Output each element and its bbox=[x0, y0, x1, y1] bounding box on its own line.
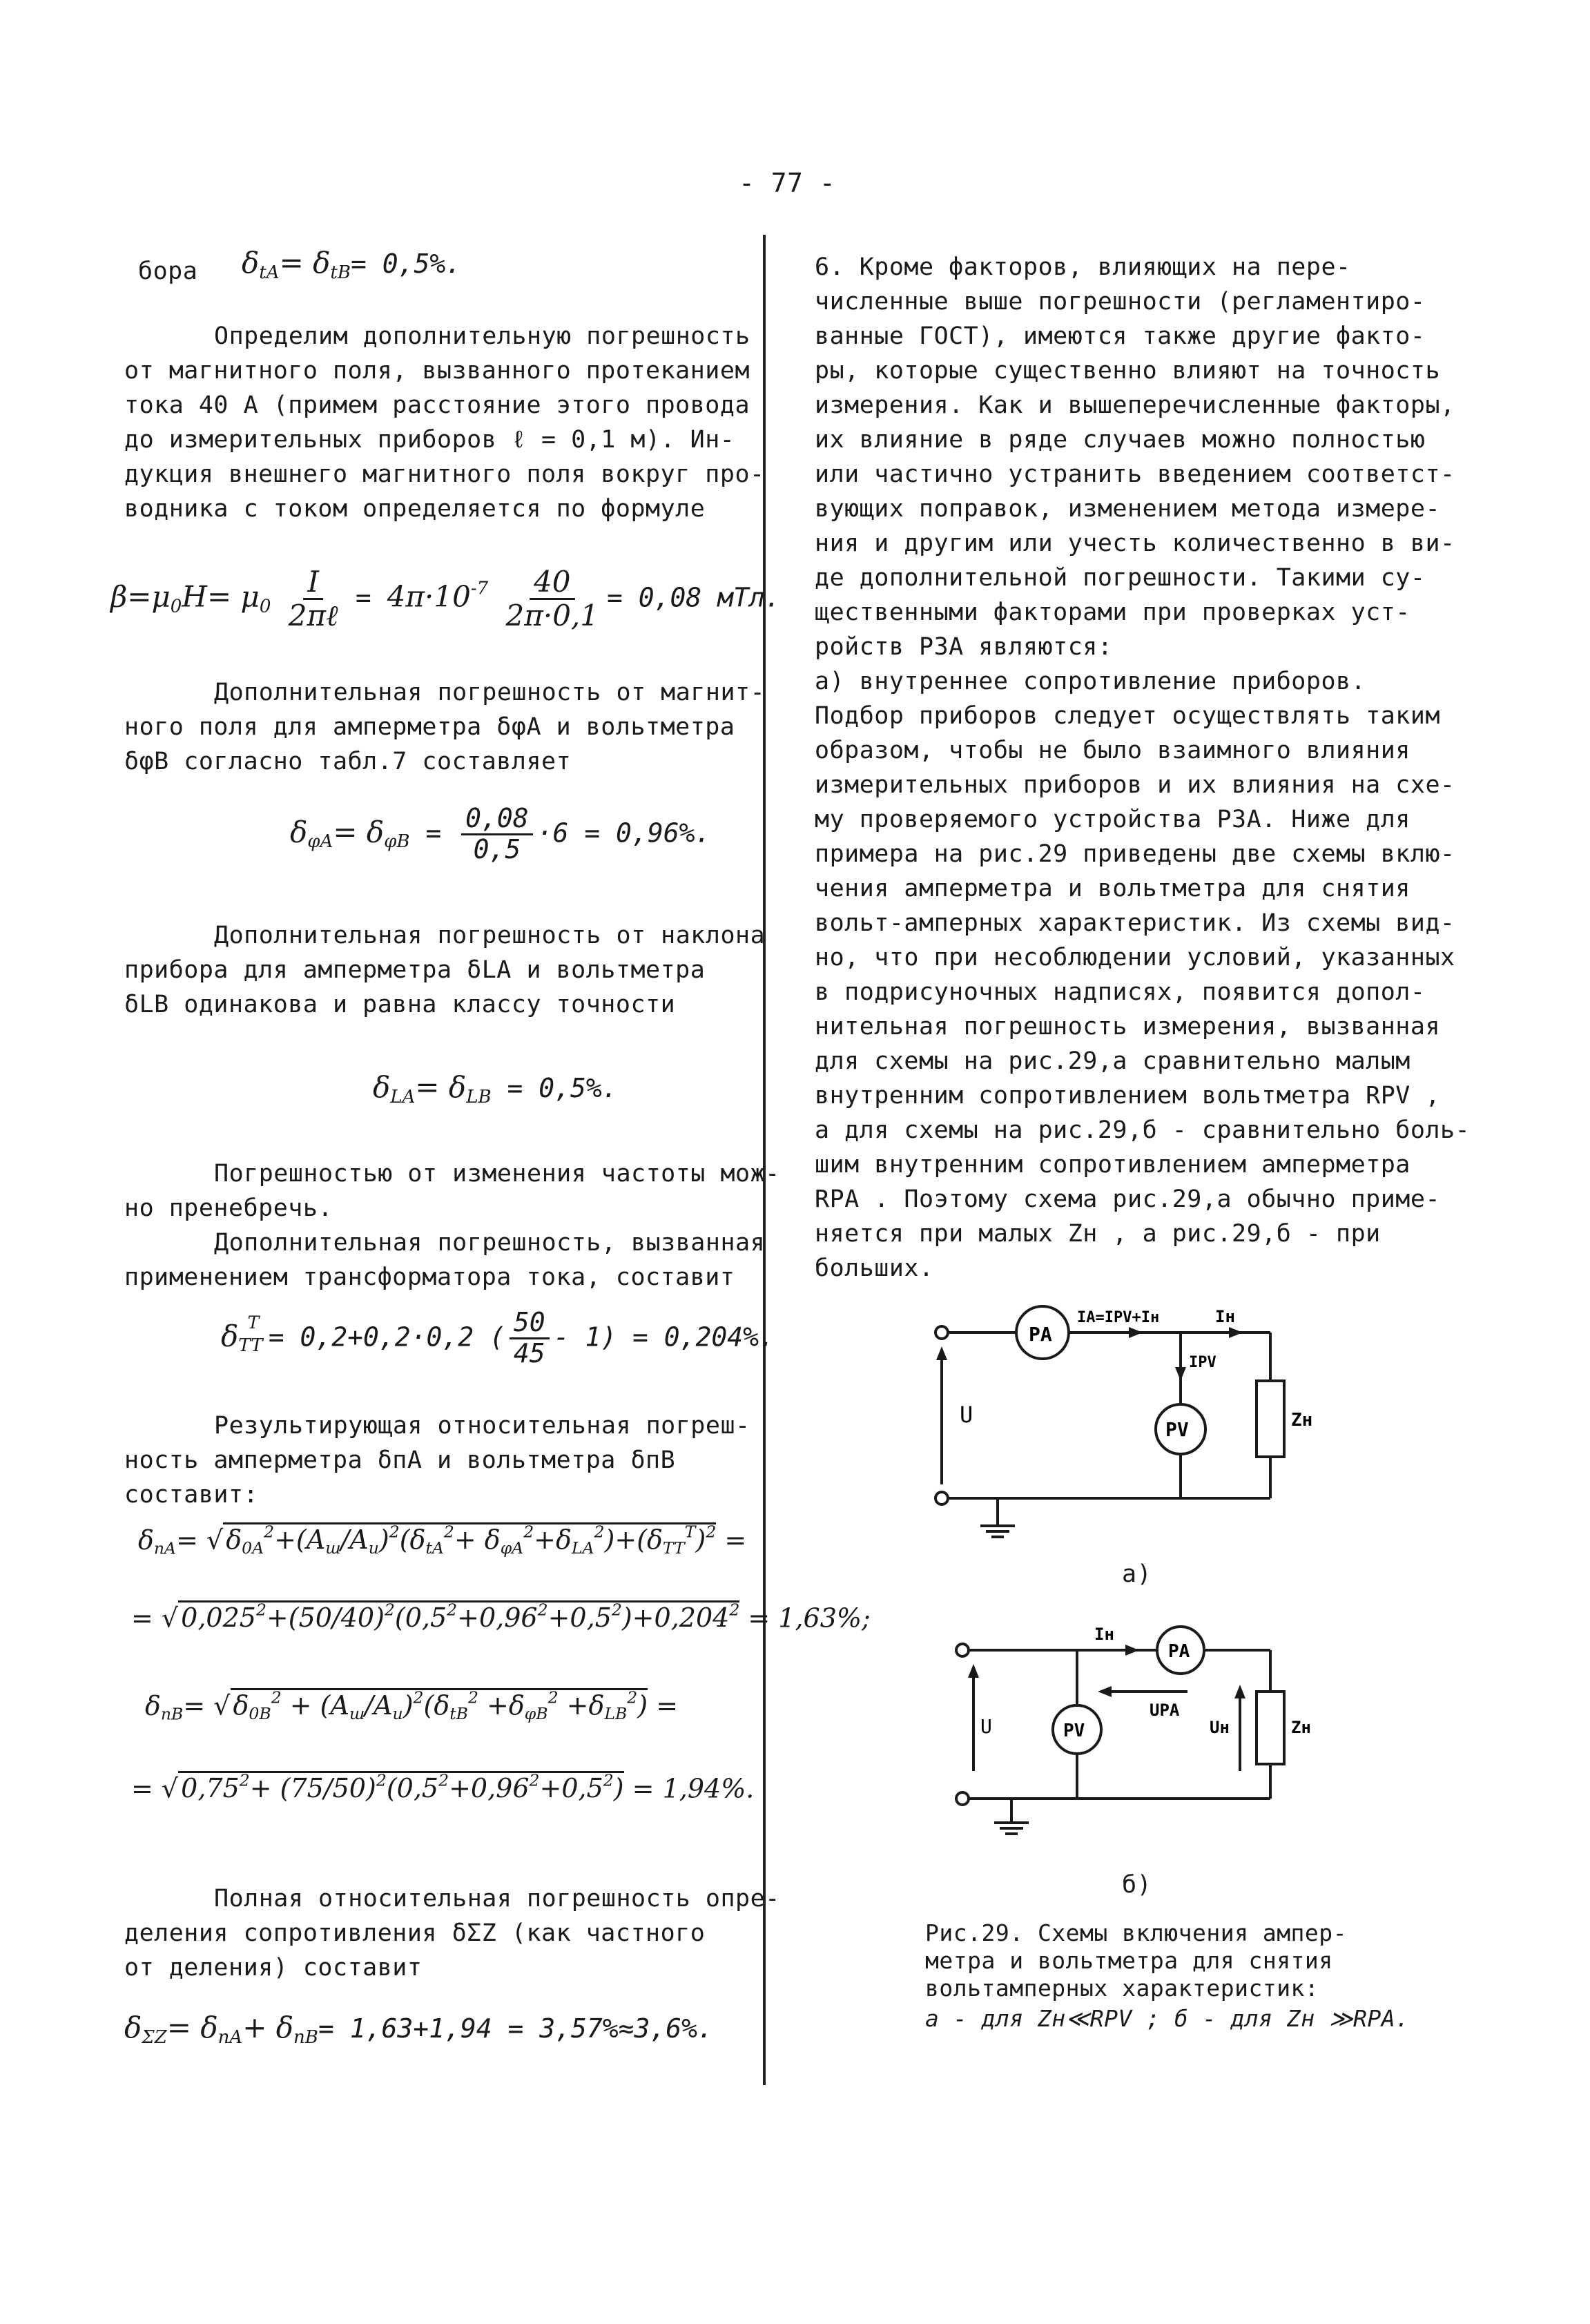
formula-delta-nb-2: = √ $0,75^2+ (75/50)^2(0,5^2+0,96^2+0,5^2) = 1,94\%$. bbox=[131, 1771, 755, 1804]
in-label-b: Iн bbox=[1094, 1625, 1114, 1644]
terminal-bottom-a bbox=[935, 1492, 948, 1504]
formula-delta-phi: $\delta_{\varphi A}= \delta_{\varphi B}$ = $\frac{0,08}{0,5}$ ·6 = 0,96%. bbox=[290, 803, 711, 864]
circuit-diagram-b bbox=[953, 1616, 1312, 1850]
formula-delta-t: $\delta_{tA}= \delta_{tB}= 0,5\%$. bbox=[242, 246, 462, 283]
zn-label-a: Zн bbox=[1291, 1410, 1313, 1431]
paragraph-tilt-error: Дополнительная погрешность от наклона прибора для амперметра δLA и вольтметра δLB одинакова и равна классу точности bbox=[124, 922, 766, 1018]
terminal-bottom-b bbox=[956, 1792, 969, 1805]
formula-delta-na-1: $\delta_{пA}=$ √ $\delta_{0A}^2+(A_ш/A_и)^2(\delta_{tA}^2+ \delta_{\varphi A}^2+\delta_{LA}^2)+(\delta_{TT}^T)^2$ = bbox=[138, 1522, 747, 1558]
formula-delta-tt: $\delta_{TT}^T = 0,2+0,2\cdot 0,2$ ( $\frac{50}{45}$ - 1) = 0,204%. bbox=[221, 1307, 775, 1368]
page-number: - 77 - bbox=[739, 168, 836, 198]
paragraph-field-error: Дополнительная погрешность от магнит- ного поля для амперметра δφA и вольтметра δφB согласно табл.7 составляет bbox=[124, 679, 766, 775]
load-zn-b bbox=[1257, 1692, 1284, 1764]
circuit-diagram-a bbox=[932, 1291, 1319, 1540]
pv-label-a: PV bbox=[1165, 1418, 1189, 1441]
figure-caption: Рис.29. Схемы включения ампер- метра и вольтметра для снятия вольтамперных характеристик: а - для Zн≪RPV ; б - для Zн ≫RPA. bbox=[925, 1919, 1410, 2032]
pv-label-b: PV bbox=[1063, 1721, 1085, 1741]
u-label-a: U bbox=[960, 1402, 973, 1428]
load-zn-a bbox=[1257, 1381, 1284, 1457]
pa-label-b: PA bbox=[1168, 1641, 1190, 1662]
terminal-top-a bbox=[935, 1326, 948, 1339]
paragraph-magnetic: Определим дополнительную погрешность от магнитного поля, вызванного протеканием тока 40 А (примем расстояние этого провода до измерительных приборов ℓ = 0,1 м). Ин- дукция внешнего магнитного поля вокруг про- водника с током определяется по формуле bbox=[124, 322, 765, 523]
paragraph-full-error: Полная относительная погрешность опре- деления сопротивления δΣZ (как частного от деления) составит bbox=[124, 1885, 780, 1982]
un-label: Uн bbox=[1210, 1718, 1230, 1737]
paragraph-frequency: Погрешностью от изменения частоты мож- но пренебречь. Дополнительная погрешность, вызванная применением трансформатора тока, составит bbox=[124, 1160, 780, 1291]
formula-induction: $\beta=\mu_0H= \mu_0$ $\frac{I}{\text{2πℓ}}$ = $4\pi\cdot 10^{-7}$ $\frac{40}{2\pi\cdot 0,1}$ = 0,08 мТл. bbox=[110, 565, 781, 633]
figure-b-label: б) bbox=[1122, 1871, 1152, 1899]
upa-label: UPA bbox=[1150, 1701, 1180, 1720]
formula-delta-sum: $\delta_{\Sigma Z}= \delta_{пA}+ \delta_{пB}= 1,63+1,94 = 3,57\%\approx 3,6\%$. bbox=[124, 2011, 713, 2048]
figure-a-label: а) bbox=[1122, 1560, 1152, 1588]
zn-label-b: Zн bbox=[1291, 1718, 1311, 1737]
paragraph-factors: 6. Кроме факторов, влияющих на пере- численные выше погрешности (регламентиро- ванные ГОСТ), имеются также другие факто- ры, которые существенно влияют на точность измерения. Как и вышеперечисленные факторы, их влияние в ряде случаев можно полностью или частично устранить введением соответст- вующих поправок, изменением метода измере- ния и другим или учесть количественно в ви- де дополнительной погрешности. Такими су- щественными факторами при проверках уст- ройств РЗА являются: bbox=[815, 253, 1455, 661]
formula-delta-na-2: = √ $0,025^2+(50/40)^2(0,5^2+0,96^2+0,5^2)+0,204^2 = 1,63\%$; bbox=[131, 1600, 871, 1634]
paragraph-resulting: Результирующая относительная погреш- ность амперметра δпA и вольтметра δпB составит: bbox=[124, 1412, 750, 1509]
terminal-top-b bbox=[956, 1644, 969, 1656]
bora-text: бора bbox=[138, 258, 198, 285]
formula-delta-l: $\delta_{LA}= \delta_{LB} = 0,5\%$. bbox=[373, 1070, 618, 1107]
u-label-b: U bbox=[980, 1715, 992, 1738]
paragraph-internal-resistance: а) внутреннее сопротивление приборов. Подбор приборов следует осуществлять таким образом, чтобы не было взаимного влияния измерительных приборов и их влияния на схе- му проверяемого устройства РЗА. Ниже для примера на рис.29 приведены две схемы вклю- чения амперметра и вольтметра для снятия вольт-амперных характеристик. Из схемы вид- но, что при несоблюдении условий, указанных в подрисуночных надписях, появится допол- нительная погрешность измерения, вызванная для схемы на рис.29,а сравнительно малым внутренним сопротивлением вольтметра RPV , а для схемы на рис.29,б - сравнительно боль- шим внутренним сопротивлением амперметра RPA . Поэтому схема рис.29,а обычно приме- няется при малых Zн , а рис.29,б - при больших. bbox=[815, 668, 1471, 1282]
formula-delta-nb-1: $\delta_{пB}=$ √ $\delta_{0B}^2 + (A_ш/A_и)^2(\delta_{tB}^2 +\delta_{\varphi B}^2 +\delta_{LB}^2)$ = bbox=[145, 1688, 679, 1724]
ipv-label: IPV bbox=[1189, 1354, 1216, 1371]
in-label-a: Iн bbox=[1215, 1307, 1235, 1326]
ia-eq-label: IA=IPV+Iн bbox=[1077, 1309, 1160, 1326]
pa-label-a: PA bbox=[1029, 1323, 1052, 1346]
